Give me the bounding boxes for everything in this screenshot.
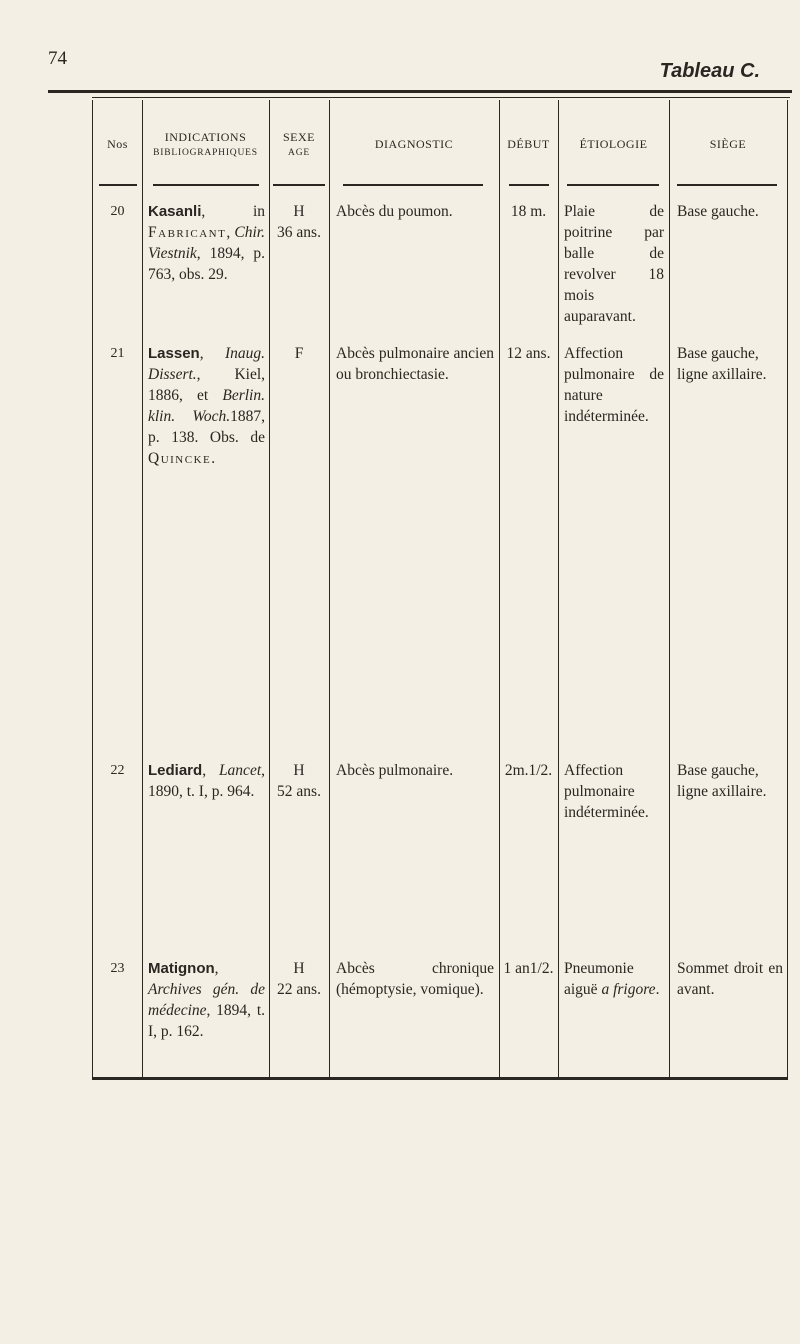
column-divider: [499, 100, 500, 1077]
author-name: Lassen: [148, 345, 200, 362]
debut-cell: 12 ans.: [506, 345, 551, 362]
sexe-value: H: [293, 762, 305, 779]
age-value: 52 ans.: [277, 783, 321, 800]
header-sexe-label: SEXE: [283, 129, 315, 144]
header-debut-label: DÉBUT: [507, 137, 550, 151]
row-number: 22: [110, 763, 125, 778]
header-debut: [499, 108, 558, 180]
diagnostic-cell: Abcès du poumon.: [336, 203, 453, 220]
author-name: Matignon: [148, 960, 215, 977]
header-rule: [677, 184, 777, 186]
journal-title: Chir. Viestnik: [148, 224, 265, 262]
bibliography-text: , Kiel, 1886, et: [148, 366, 265, 404]
journal-title: Berlin. klin. Woch.: [148, 387, 265, 425]
sexe-age-cell: [269, 343, 329, 364]
page-number: 74: [48, 48, 67, 69]
row-number: 21: [110, 346, 125, 361]
header-bibliographiques-label: BIBLIOGRAPHIQUES: [153, 147, 258, 158]
header-rule: [343, 184, 483, 186]
header-rule: [509, 184, 549, 186]
sexe-age-cell: [269, 760, 329, 802]
sexe-value: F: [294, 345, 304, 362]
sexe-value: H: [293, 960, 305, 977]
bibliography-text: ,: [226, 224, 235, 241]
column-divider: [142, 100, 143, 1077]
debut-cell: 1 an1/2.: [503, 960, 554, 977]
cited-author: Fabricant: [148, 224, 227, 241]
bibliography-text: , in: [201, 203, 265, 220]
journal-title: Archives gén. de médecine: [148, 981, 265, 1019]
header-etiologie: [558, 108, 669, 180]
bibliography-text: , 1890, t. I, p. 964.: [148, 762, 265, 800]
header-siege: [669, 108, 787, 180]
running-head: Tableau C.: [659, 60, 760, 82]
header-indications-label: INDICATIONS: [164, 129, 247, 144]
header-etiologie-label: ÉTIOLOGIE: [579, 137, 648, 151]
diagnostic-cell: Abcès chronique (hémoptysie, vomique).: [336, 960, 494, 998]
header-sexe-age: [269, 108, 329, 180]
bibliography-text: 1887, p. 138. Obs. de: [148, 408, 265, 446]
bibliography-cell: [148, 760, 265, 802]
bibliography-text: , 1894, p. 763, obs. 29.: [148, 245, 265, 283]
journal-title: Lancet: [218, 762, 262, 779]
header-siege-label: SIÈGE: [709, 137, 747, 151]
author-name: Lediard: [148, 762, 203, 779]
row-number: 20: [110, 204, 125, 219]
etiologie-text: Pneumonie aiguë: [564, 960, 634, 998]
header-age-label: AGE: [288, 147, 310, 158]
etiologie-cell: Affection pulmonaire de nature indéterminée.: [564, 345, 664, 425]
etiologie-cell: Plaie de poitrine par balle de revolver 18 mois auparavant.: [564, 203, 664, 325]
header-rule: [567, 184, 659, 186]
siege-cell: Base gauche, ligne axillaire.: [677, 345, 767, 383]
cited-author: Quincke.: [148, 450, 217, 467]
column-divider: [329, 100, 330, 1077]
bibliography-cell: [148, 343, 265, 469]
siege-cell: Sommet droit en avant.: [677, 960, 783, 998]
bibliography-text: , 1894, t. I, p. 162.: [148, 1002, 265, 1040]
bibliography-cell: [148, 958, 265, 1042]
header-rule: [153, 184, 259, 186]
age-value: 36 ans.: [277, 224, 321, 241]
debut-cell: 2m.1/2.: [504, 762, 553, 779]
siege-cell: Base gauche, ligne axillaire.: [677, 762, 767, 800]
top-rule: [48, 90, 792, 93]
bibliography-text: ,: [214, 960, 219, 977]
journal-title: Inaug. Dissert.: [148, 345, 265, 383]
column-divider: [669, 100, 670, 1077]
etiologie-cell: Affection pulmonaire indéterminée.: [564, 762, 649, 821]
diagnostic-cell: Abcès pulmonaire ancien ou bronchiectasie.: [336, 345, 494, 383]
sexe-value: H: [293, 203, 305, 220]
sexe-age-cell: [269, 958, 329, 1000]
diagnostic-cell: Abcès pulmonaire.: [336, 762, 454, 779]
etiologie-italic: a frigore: [601, 981, 656, 998]
sexe-age-cell: [269, 201, 329, 243]
author-name: Kasanli: [148, 203, 202, 220]
row-number: 23: [110, 961, 125, 976]
header-rule: [99, 184, 137, 186]
header-rule: [273, 184, 325, 186]
header-num-label: Nos: [107, 137, 128, 151]
header-indications: [142, 108, 269, 180]
header-diagnostic: [329, 108, 499, 180]
header-num: [93, 108, 142, 180]
column-divider: [558, 100, 559, 1077]
header-diagnostic-label: DIAGNOSTIC: [374, 137, 454, 151]
bibliography-cell: [148, 201, 265, 285]
data-table: [92, 100, 788, 1080]
debut-cell: 18 m.: [510, 203, 547, 220]
top-rule-thin: [92, 97, 790, 98]
bibliography-text: ,: [199, 345, 225, 362]
siege-cell: Base gauche.: [677, 203, 759, 220]
etiologie-cell: [564, 958, 664, 1000]
bibliography-text: ,: [202, 762, 219, 779]
age-value: 22 ans.: [277, 981, 321, 998]
column-divider: [269, 100, 270, 1077]
etiologie-text: .: [655, 981, 660, 998]
